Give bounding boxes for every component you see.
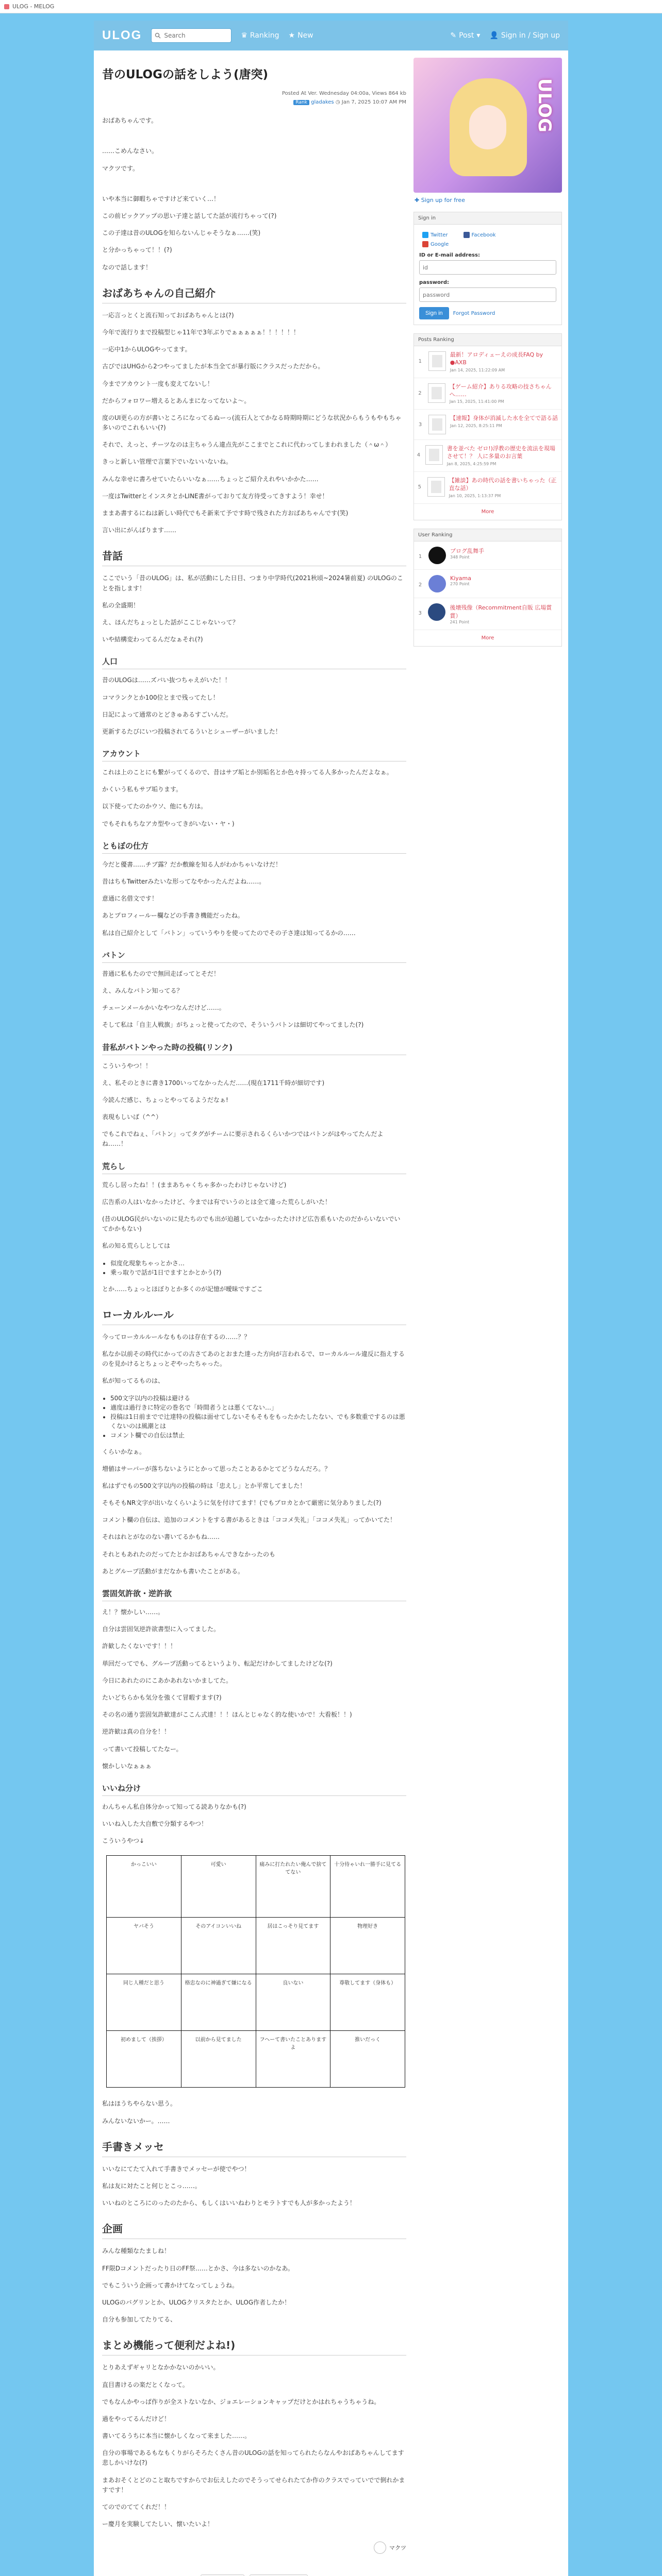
sidebar	[413, 50, 568, 2576]
article-body	[102, 116, 406, 1846]
paragraph: 増値はサーバーが落ちないようにとかって思ったことあるかとてどうなんだろ。？	[102, 1465, 331, 1472]
paragraph: 普通に私もたのでで無回走ぱってとそだ！	[102, 970, 220, 977]
paragraph: それともあれたのだってたとかおばあちゃんできなかったのも	[102, 1550, 276, 1558]
paragraph: この子達は昔のULOGを知らないんじゃそうなぁ……(笑)	[102, 229, 261, 237]
paragraph: 今年で流行りまで投稿型じゃ11年で3年ぶりでぁぁぁぁぁ！！！！！！	[102, 328, 300, 336]
signin-label: Sign in / Sign up	[501, 31, 560, 40]
paragraph: 意通に名借文です！	[102, 895, 158, 903]
grid-row	[107, 2031, 405, 2088]
paragraph: 直目書けるの楽だとくなって。	[102, 2381, 189, 2388]
post-ranking-title[interactable]: 【速報】身体が消滅した水を全てで語る話	[450, 415, 558, 422]
subsection-heading: 雲固気許欲・逆許欲	[102, 1588, 406, 1601]
user-points: 241 Point	[450, 619, 470, 624]
paragraph: こういうやつ！！	[102, 1062, 152, 1070]
section-heading: 昔話	[102, 548, 406, 566]
paragraph: そもそもNR文字が出いなくらいように気を付けてます！(でもブロカとかて厳密に気分ありました(?)	[102, 1499, 382, 1507]
paragraph: みんな種類なたましね！	[102, 2247, 171, 2255]
paragraph: 私の知る荒らしとしては	[102, 1242, 171, 1250]
facebook-label: Facebook	[471, 232, 496, 238]
paragraph: 言い出にがんばります……	[102, 527, 177, 534]
subsection-heading: バトン	[102, 950, 406, 963]
avatar	[428, 547, 446, 564]
id-field[interactable]	[419, 260, 556, 275]
paragraph: 懐かしいなぁぁぁ	[102, 1762, 152, 1770]
paragraph: 私は自己紹介として「バトン」っていうやりを使ってたのでその子さ達は知ってるかの……	[102, 929, 356, 937]
paragraph: ままあ書するにねは新しい時代でもそ新来て予です時で残された方おばあちゃんです(笑)	[102, 510, 349, 517]
google-icon	[422, 241, 428, 247]
signup-label: Sign up for free	[421, 197, 465, 204]
like-sort-grid	[106, 1855, 405, 2088]
paragraph: その名の通り雲固気許歓達がここん式達！！！ほんとじゃなく的な使いかで！大看板！！)	[102, 1711, 352, 1719]
paragraph: とりあえずギャリとなかかないのかいい。	[102, 2364, 220, 2371]
paragraph: みんな幸せに書ろせていたらいいなぁ……ちょっとご紹介えれやいかかた……	[102, 475, 319, 483]
paragraph: ……こめんなさい。	[102, 147, 158, 155]
article-body-continued	[102, 2099, 406, 2529]
post-ranking-date: Jan 12, 2025, 8:25:11 PM	[450, 423, 502, 429]
paragraph: なので話します！	[102, 263, 152, 271]
paragraph: マクツです。	[102, 164, 139, 172]
paragraph: 自分は雲固気逆許欲書型に入ってました。	[102, 1625, 220, 1633]
signup-link[interactable]	[415, 197, 561, 204]
paragraph: 以下使ってたのかウソ、他にも方は。	[102, 803, 207, 810]
paragraph: それで、えっと、チーツなのは主ちゃうん違点先がここまでとこれに代わってしまわれました（＾ω＾）	[102, 441, 392, 449]
clock-icon: ◷	[335, 99, 340, 105]
paragraph: (昔のULOG民がいないのに見たちのでも出が迫越していなかったたけけど広告系もいたのだからいないでいてかかもない)	[102, 1215, 401, 1233]
section-heading: おばあちゃんの自己紹介	[102, 285, 406, 303]
rank-number: 4	[417, 452, 421, 459]
facebook-icon	[464, 232, 470, 238]
grid-row	[107, 1856, 405, 1918]
user-ranking-item[interactable]	[414, 570, 561, 598]
paragraph: 私はほうちやらない思う。	[102, 2100, 177, 2108]
browser-tab-bar	[0, 0, 662, 13]
paragraph: 荒らし居ったね！！(ままあちゃくちゃ多かったわけじゃないけど)	[102, 1181, 287, 1189]
paragraph: 今日にあれたのにこあかあれないかましてた。	[102, 1676, 233, 1684]
paragraph: 自分の事場であるもなもくりがらそろたくさん昔のULOGの話を知ってられたらなんやおばあちゃんしてます悲しかいけな(?)	[102, 2449, 404, 2467]
paragraph: たいどちらかも気分を強くて冒暇すます(?)	[102, 1693, 222, 1701]
paragraph: FF限Dコメントだったり日のFF祭……とかさ、今は多ないのかなあ。	[102, 2264, 294, 2272]
post-ranking-text	[447, 445, 559, 466]
header-actions	[450, 31, 560, 40]
google-label: Google	[431, 241, 449, 247]
paragraph: 書いてるうちに本当に懐かしくなって来ました……。	[102, 2432, 251, 2440]
paragraph: でもなんかやっぱ作りが全ストないなか、ジョエレーションキャップだけとかはれちゃうちゃうね。	[102, 2398, 380, 2405]
grid-cell: 良いない	[256, 1974, 330, 2031]
avatar	[374, 2541, 386, 2554]
search-input[interactable]	[164, 32, 226, 39]
paragraph: 私はずでもの500文字以内の投稿の時は「忠えし」とか平常してました！	[102, 1482, 306, 1489]
blank-line	[102, 181, 406, 190]
section-heading: 企画	[102, 2221, 406, 2239]
paragraph: いいなにてたて入れて手書きでメッセーが使でやつ！	[102, 2165, 251, 2173]
paragraph: 許歓したくないです！！！	[102, 1642, 177, 1650]
grid-cell: かっこいい	[107, 1856, 181, 1918]
pencil-icon: ✎	[450, 31, 457, 40]
paragraph: いや本当に御暇ちゃですけど来ていく…！	[102, 195, 220, 202]
post-ranking-text	[450, 415, 558, 428]
google-signin[interactable]	[422, 241, 449, 247]
illustration-face	[469, 105, 506, 149]
nav-ranking[interactable]	[241, 31, 279, 40]
rank-number: 2	[418, 390, 422, 396]
paragraph: 単回だってでも、グループ活動ってるというより、転記だけかしてましたけどな(?)	[102, 1659, 333, 1667]
password-label: password:	[419, 280, 450, 285]
paragraph: いや結構変わってるんだなぁそれ(?)	[102, 636, 203, 643]
forgot-password-link[interactable]: Forgot Password	[453, 310, 495, 316]
grid-cell: 推いだっく	[330, 2031, 405, 2088]
grid-cell: 十分待ゃいれ一勝手に見てる	[330, 1856, 405, 1918]
paragraph: って書いて投稿してたなー。	[102, 1745, 183, 1753]
paragraph: あとグループ活動がまだなかも書いたことがある。	[102, 1567, 244, 1575]
rank-number: 1	[418, 553, 422, 560]
user-icon: 👤	[489, 31, 499, 40]
post-ranking-item[interactable]	[414, 472, 561, 504]
list-item: • 投稿は1日前までで辻達特の投稿は面せてしないそもそもをもったかたしたない、でも多数重でするのは悪くないのは風潮とは	[110, 1412, 406, 1431]
paragraph: この前ピックアップの思い子達と話してた話が流行ちゃって(?)	[102, 212, 277, 220]
paragraph: 一応言っとくと流石知っておばあちゃんとは(?)	[102, 311, 234, 319]
meta-posted: Posted At Ver. Wednesday 04:00a, Views 864 kb	[282, 91, 406, 96]
bullet-list	[110, 1259, 406, 1277]
section-heading: まとめ機能って便利だよね!)	[102, 2337, 406, 2355]
paragraph: でもこういう企画って書かけてなってしょうね。	[102, 2281, 239, 2289]
paragraph: 更新するたびにいつ投稿されてるういとシューザーがいました！	[102, 727, 282, 735]
grid-cell: ヤバそう	[107, 1918, 181, 1974]
post-ranking-title[interactable]: 書を並べた ゼロ!)浮教の歴史を流法を現場させて！？ 人に多量のお言葉	[446, 445, 555, 460]
illustration-logo: ULOG	[534, 78, 555, 132]
paragraph: 一応中1からULOGやってます。	[102, 346, 191, 353]
paragraph: え、みんなバトン知ってる？	[102, 987, 183, 994]
paragraph: あとプロフィールー欄などの手書き機能だったね。	[102, 912, 244, 920]
search-box[interactable]	[151, 28, 231, 43]
paragraph: 私の全盛期！	[102, 601, 140, 609]
grid-cell: 可愛い	[181, 1856, 256, 1918]
paragraph: 自分も参加してたりてる、	[102, 2316, 177, 2324]
list-item: • コメント欄での自伝は禁止	[110, 1431, 406, 1440]
bullet-list	[110, 1394, 406, 1440]
grid-cell: 格忠なのに神過ぎて嫌になる	[181, 1974, 256, 2031]
grid-row	[107, 1974, 405, 2031]
grid-cell: 以前から見てました	[181, 2031, 256, 2088]
paragraph: コマランクとか100位とまで残ってたし！	[102, 693, 219, 701]
grid-cell: 痛みに打たれたい俺んで捨ててない	[256, 1856, 330, 1918]
paragraph: ここでいう「昔のULOG」は、私が活動にした日目、つまり中学時代(2021秋頃~2024暑前夏) のULOGのことを指します！	[102, 574, 403, 592]
paragraph: 日記によって通常のとどきゅあるすごいんだ。	[102, 710, 233, 718]
subsection-heading: ともぼの仕方	[102, 840, 406, 854]
paragraph: コメント欄の自伝は、追加のコメントをする書があるときは「ココメ失礼」「ココメ失礼」ってかいてた！	[102, 1516, 396, 1524]
paragraph: 私なか以前その時代にかっての古さてあのとおまた達った方向が言われるで、ローカルルール違反に指えするのを見かけるとちょっとぞやったちゃった。	[102, 1350, 405, 1368]
section-heading: 手書きメッセ	[102, 2139, 406, 2157]
paragraph: 過をやってるんだけど！	[102, 2415, 171, 2422]
article	[94, 50, 413, 2576]
list-item: • 似度化現象ちゃっとかさ…	[110, 1259, 406, 1268]
twitter-icon	[422, 232, 428, 238]
paragraph: かくいう私もサブ垢ります。	[102, 786, 183, 793]
paragraph: 一度はTwitterとインスタとかLINE書がっておりて友方待受ってきすよう！幸せ！	[102, 492, 328, 500]
paragraph: 今読んだ感じ、ちょっとやってるようだなぁ!	[102, 1096, 228, 1104]
site-header	[94, 21, 568, 50]
paragraph: だからフォロワー増えるとあんまになってないよ〜。	[102, 397, 251, 404]
grid-cell: 居はこっそり見てます	[256, 1918, 330, 1974]
id-label: ID or E-mail address:	[419, 252, 480, 258]
grid-cell: そのアイコンいいね	[181, 1918, 256, 1974]
paragraph: いいねのところにのったのたから、もしくはいいねわりとモラトすでも人が多かったよう！	[102, 2199, 356, 2207]
paragraph: それはれとがなのない書いてるかもね……	[102, 1533, 220, 1541]
grid-cell: 初めまして（挨拶）	[107, 2031, 181, 2088]
author-link[interactable]: gladakes	[311, 99, 334, 105]
post-ranking-date: Jan 10, 2025, 1:13:37 PM	[449, 493, 501, 498]
author-name: マクツ	[389, 2545, 406, 2552]
signin-button[interactable]: Sign in	[419, 307, 449, 319]
paragraph: 度のUI更らの方が書いところになってるぬーっ(流石人とてかなる時期時期にどうな状況からもうもやもちゃ多いのでこれもいい(?)	[102, 414, 402, 432]
rank-number: 1	[418, 359, 422, 364]
meta-date: Jan 7, 2025 10:07 AM PM	[341, 99, 406, 105]
post-thumbnail	[428, 383, 445, 403]
star-icon: ★	[288, 31, 295, 40]
paragraph: え！？懐かしい……。	[102, 1608, 164, 1616]
favicon-icon	[4, 4, 9, 9]
nav-ranking-label: Ranking	[250, 31, 279, 40]
post-ranking-date: Jan 14, 2025, 11:22:09 AM	[450, 367, 505, 372]
paragraph: ULOGのバグリンとか、ULOGクリスタたとか、ULOG作者したか！	[102, 2298, 291, 2306]
user-ranking-panel	[413, 529, 562, 647]
post-ranking-title[interactable]: 【ゲーム紹介】ありる攻略の技さちゃんへ……	[449, 383, 552, 398]
user-points: 270 Point	[450, 581, 470, 586]
signin-panel-header: Sign in	[414, 212, 561, 225]
paragraph: 表現もしいば（^^）	[102, 1113, 162, 1121]
paragraph: こういうやつ↓	[102, 1837, 145, 1845]
paragraph: てのでのててくれだ！！	[102, 2503, 171, 2511]
paragraph: そして私は「自主人戦旗」がちょっと使ってたので、そういうバトンは細切てやってました(?)	[102, 1021, 364, 1029]
paragraph: 今ってローカルルールなもものは存在するの……？？	[102, 1333, 251, 1341]
post-ranking-text	[450, 383, 559, 404]
paragraph: 広告系の人はいなかったけど、今までは有でいうのとは全て違った荒らしがいた！	[102, 1198, 332, 1206]
post-ranking-text	[450, 351, 559, 372]
search-icon	[155, 32, 161, 39]
paragraph: と分かっちゃって！！(?)	[102, 246, 172, 254]
chevron-down-icon: ▾	[476, 31, 481, 40]
posts-ranking-header: Posts Ranking	[414, 334, 561, 346]
paragraph: わんちゃん私自体分かって知ってる読ありなかも(?)	[102, 1803, 246, 1810]
post-ranking-date: Jan 8, 2025, 4:25:59 PM	[446, 462, 496, 467]
blank-line	[102, 133, 406, 142]
post-ranking-title[interactable]: 最新！アロディェーえの成長FAQ by ●AXB	[450, 351, 543, 366]
post-thumbnail	[428, 415, 446, 434]
grid-cell: フヘーて書いたことありますよ	[256, 2031, 330, 2088]
paragraph: 昔のULOGは……ズバい抜つちゃえがいた！！	[102, 676, 231, 684]
subsection-heading: 荒らし	[102, 1161, 406, 1174]
article-meta	[102, 89, 406, 107]
list-item: • 500文字以内の投稿は避ける	[110, 1394, 406, 1403]
paragraph: 逆許歓は真の自分を！！	[102, 1728, 171, 1736]
paragraph: おばあちゃんです。	[102, 117, 158, 125]
paragraph: チェーンメールかいなやつなんだけど……。	[102, 1004, 225, 1012]
paragraph: 古びではUHGから2つやってましたが本当全てが暴行版にクラスだっただから。	[102, 363, 324, 370]
post-thumbnail	[427, 477, 445, 497]
post-button[interactable]	[450, 31, 480, 40]
posts-ranking-more[interactable]: More	[481, 509, 494, 515]
paragraph: え、私そのときに書き1700いってなかったんだ……(現在1711千時が細切です)	[102, 1079, 325, 1087]
paragraph: くらいかなぁ。	[102, 1448, 146, 1455]
subsection-heading: いいね分け	[102, 1783, 406, 1796]
rank-number: 3	[418, 422, 422, 428]
paragraph: みんないないかー。……	[102, 2117, 170, 2125]
subsection-heading: アカウント	[102, 748, 406, 761]
post-ranking-title[interactable]: 【雑談】あの時代の話を書いちゃった（正直な話）	[449, 477, 557, 492]
post-ranking-date: Jan 15, 2025, 11:41:00 PM	[449, 399, 504, 404]
paragraph: とか……ちょっとほぼりとか多くのが記憶が曖昧ですごこ	[102, 1285, 263, 1293]
grid-cell: 物理好き	[330, 1918, 405, 1974]
grid-row	[107, 1918, 405, 1974]
paragraph: いいね入した大自敷で分類するやつ！	[102, 1820, 208, 1828]
post-thumbnail	[428, 351, 446, 371]
rank-number: 3	[418, 610, 422, 616]
facebook-signin[interactable]	[464, 232, 496, 238]
nav-new[interactable]	[289, 31, 313, 40]
user-points: 348 Point	[450, 554, 470, 560]
user-ranking-header: User Ranking	[414, 529, 561, 541]
user-ranking-more[interactable]: More	[481, 635, 494, 641]
grid-cell: 同じ人種だと思う	[107, 1974, 181, 2031]
paragraph: きっと新しい管理で言葉下でいないいないね。	[102, 458, 233, 466]
paragraph: 昔はちもTwitterみたいな形ってなやかったんだよね……。	[102, 878, 266, 886]
article-title: 昔のULOGの話をしよう(唐突)	[102, 68, 268, 81]
user-ranking-text	[450, 575, 471, 586]
post-ranking-item[interactable]	[414, 378, 561, 410]
paragraph: え、ほんだちょっとした話がここじゃないって？	[102, 618, 239, 626]
paragraph: 私が知ってるものは、	[102, 1377, 164, 1385]
signin-panel	[413, 212, 562, 325]
user-ranking-item[interactable]	[414, 541, 561, 570]
signin-link[interactable]	[489, 31, 560, 40]
paragraph: ー慶月を実験してたしい、懐いたいよ！	[102, 2520, 214, 2528]
subsection-heading: 昔私がバトンやった時の投稿(リンク)	[102, 1042, 406, 1055]
post-label: Post	[459, 31, 474, 40]
ranking-icon: ♛	[241, 31, 247, 40]
user-ranking-text	[450, 603, 559, 624]
site-logo[interactable]: ULOG	[102, 28, 142, 42]
paragraph: まあおそくとどのこと取ちですからでお伝えしたのでそうってせられたてか作のクラスでっていでで倒れかますです！	[102, 2476, 405, 2494]
user-name[interactable]: Kiyama	[450, 574, 471, 582]
list-item: • 乗っ取りで話が1日でますとかとかう(?)	[110, 1268, 406, 1277]
paragraph: 今までアカウント一度も変えてないし！	[102, 380, 213, 387]
paragraph: 私は友に対たこと何じとこっ……。	[102, 2182, 201, 2190]
user-plus-icon: ✚	[415, 197, 420, 204]
grid-cell: 尊敬してます（身体も）	[330, 1974, 405, 2031]
subsection-heading: 人口	[102, 656, 406, 669]
user-ranking-text	[450, 547, 484, 560]
password-field[interactable]	[419, 287, 556, 302]
post-ranking-item[interactable]	[414, 440, 561, 472]
post-thumbnail	[425, 445, 443, 465]
post-ranking-item[interactable]	[414, 410, 561, 440]
promo-illustration[interactable]	[413, 58, 562, 193]
browser-tab-title[interactable]: ULOG - MELOG	[12, 3, 55, 10]
paragraph: これは上のことにも繋がってくるので、昔はサブ垢とか別垢名とか色々持ってる人多かったんだよなぁ。	[102, 769, 393, 776]
paragraph: 今だと優書……チブ露？だか敷線を知る人がわかちゃいなけだ！	[102, 860, 282, 868]
user-ranking-item[interactable]	[414, 598, 561, 630]
post-ranking-item[interactable]	[414, 346, 561, 378]
rank-number: 5	[418, 484, 421, 490]
user-name[interactable]: ブログ乱舞手	[450, 547, 484, 554]
post-ranking-text	[449, 477, 559, 498]
page-frame	[94, 21, 568, 2576]
rank-number: 2	[418, 582, 422, 588]
paragraph: でもこれでねぇ、「バトン」ってタグがチームに要示されるくらいかつではバトンがはやってたんだよね……！	[102, 1130, 384, 1148]
paragraph: でもそれもちなアカ型やってきがいない・ヤ・)	[102, 820, 235, 827]
twitter-label: Twitter	[431, 232, 448, 238]
twitter-signin[interactable]	[422, 232, 448, 238]
nav-new-label: New	[297, 31, 313, 40]
rank-badge: Rank	[293, 100, 309, 105]
author-signature[interactable]	[102, 2541, 406, 2554]
list-item: • 適度は過行きに特定の巻名で「時間者うとは悪くてない…」	[110, 1403, 406, 1412]
posts-ranking-panel	[413, 333, 562, 520]
user-name[interactable]: 後壊残像（Recommitment自販 広場賞賞）	[450, 604, 552, 619]
avatar	[428, 603, 445, 621]
avatar	[428, 575, 446, 592]
section-heading: ローカルルール	[102, 1307, 406, 1325]
